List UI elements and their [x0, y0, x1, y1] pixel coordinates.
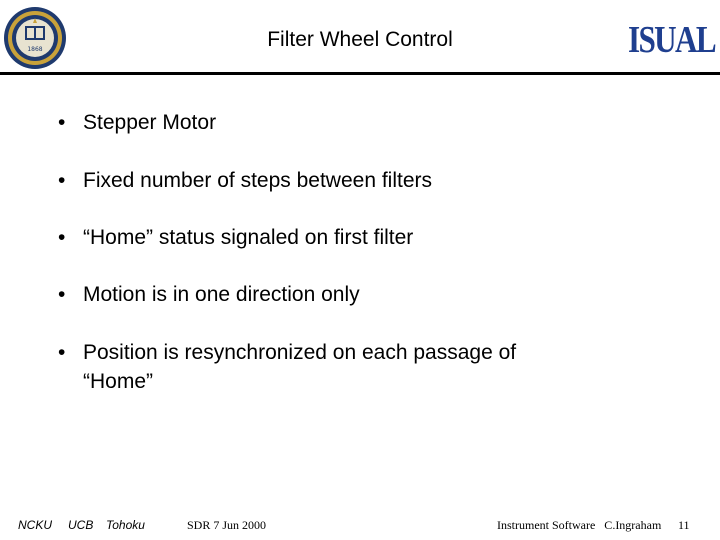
bullet-text: Motion is in one direction only — [83, 283, 360, 306]
bullet-symbol: • — [58, 341, 66, 364]
footer-org-ncku: NCKU — [18, 518, 53, 532]
university-seal — [3, 6, 67, 70]
bullet-symbol: • — [58, 169, 66, 192]
footer-author: Instrument Software C.Ingraham — [497, 518, 662, 532]
bullet-text: “Home” status signaled on first filter — [83, 226, 414, 249]
bullet-symbol: • — [58, 226, 66, 249]
footer-event: SDR 7 Jun 2000 — [187, 518, 267, 532]
bullet-text: Position is resynchronized on each passage of “Home” — [83, 341, 517, 393]
bullet-symbol: • — [58, 111, 66, 134]
bullet-symbol: • — [58, 283, 66, 306]
page-number: 11 — [678, 518, 690, 532]
bullet-text: Fixed number of steps between filters — [83, 169, 433, 192]
bullet-text: Stepper Motor — [83, 111, 217, 134]
footer-org-ucb: UCB — [68, 518, 94, 532]
footer-org-tohoku: Tohoku — [106, 518, 145, 532]
slide-title: Filter Wheel Control — [267, 28, 453, 51]
seal-year: 1868 — [27, 46, 43, 53]
isual-logo: ISUAL — [628, 19, 716, 61]
header-divider — [0, 72, 720, 75]
